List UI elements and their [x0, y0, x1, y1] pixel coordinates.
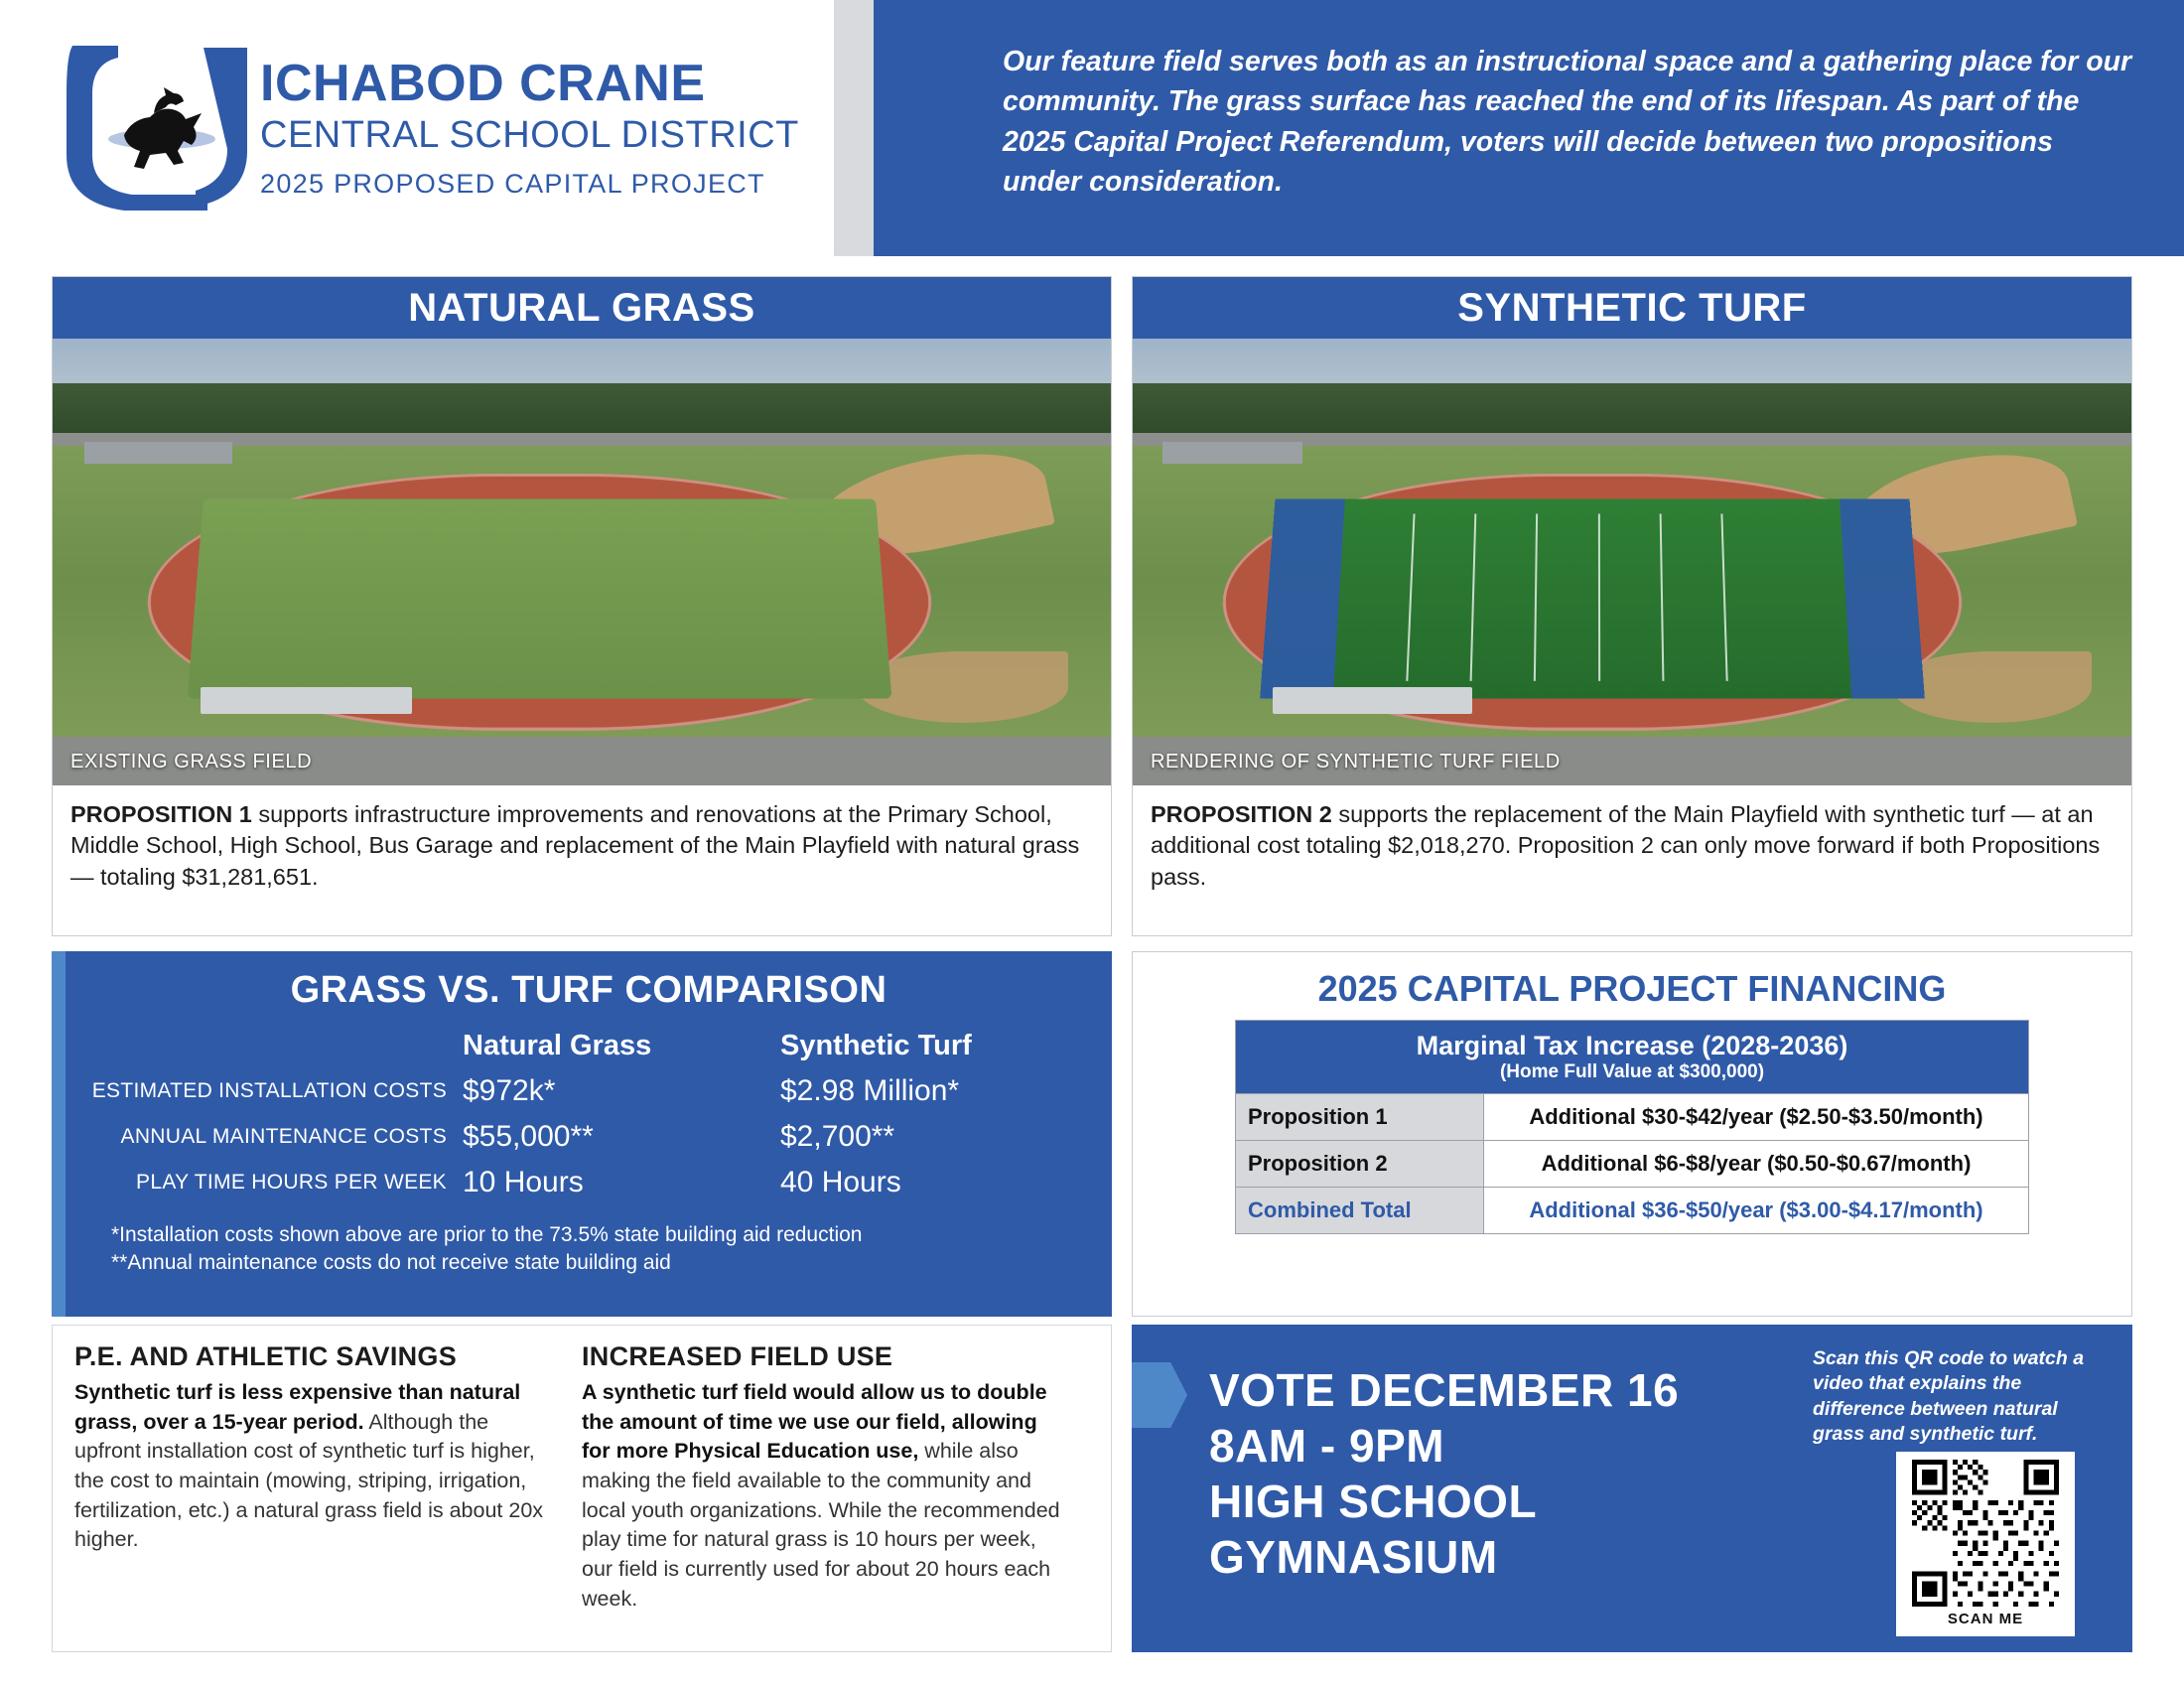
comparison-header-row: [66, 1026, 1112, 1068]
horse-rider-logo-icon: [55, 28, 263, 226]
proposition-2-body: supports the replacement of the Main Playfield with synthetic turf — at an additional cost totaling $2,018,270. Proposition 2 can only move forward if both Propositions pass.: [1151, 801, 2101, 890]
financing-value-combined: Additional $36-$50/year ($3.00-$4.17/month): [1484, 1188, 2029, 1234]
financing-row: [1236, 1094, 2029, 1141]
savings-text-bold: Synthetic turf is less expensive than natural grass, over a 15-year period.: [74, 1380, 521, 1434]
natural-grass-photo-caption: EXISTING GRASS FIELD: [70, 751, 313, 773]
qr-code-block[interactable]: [1896, 1452, 2075, 1636]
comparison-panel: [52, 951, 1112, 1317]
financing-header-line2: (Home Full Value at $300,000): [1499, 1061, 1765, 1082]
savings-text-rest: Although the upfront installation cost of synthetic turf is higher, the cost to maintain (mowing, striping, irrigation, fertilization, etc.) a natural grass field is about 20x higher.: [74, 1409, 544, 1552]
proposition-1-label: PROPOSITION 1: [70, 801, 252, 827]
proposition-2-label: PROPOSITION 2: [1151, 801, 1332, 827]
row-grass-maintenance: $55,000**: [463, 1120, 594, 1153]
vote-hours: 8AM - 9PM: [1209, 1420, 1445, 1473]
vote-location-line1: HIGH SCHOOL: [1209, 1476, 1538, 1528]
district-logo: [55, 28, 263, 226]
comparison-footnote-1: *Installation costs shown above are prior to the 73.5% state building aid reduction: [111, 1223, 863, 1246]
comparison-table: [66, 1026, 1112, 1205]
vote-location-line2: GYMNASIUM: [1209, 1531, 1498, 1584]
field-use-text-bold: A synthetic turf field would allow us to double the amount of time we use our field, allowing for more Physical Education use,: [582, 1380, 1047, 1464]
comparison-corner-cell: [66, 1026, 463, 1068]
vote-details: [1209, 1362, 1679, 1585]
comparison-title: GRASS VS. TURF COMPARISON: [290, 969, 887, 1011]
natural-grass-title: NATURAL GRASS: [53, 277, 1111, 339]
savings-column: [74, 1341, 582, 1635]
row-turf-playtime: 40 Hours: [780, 1166, 901, 1198]
synthetic-turf-title: SYNTHETIC TURF: [1133, 277, 2131, 339]
financing-value-prop2: Additional $6-$8/year ($0.50-$0.67/month): [1484, 1141, 2029, 1188]
district-title-block: [260, 55, 799, 200]
proposition-2-text: [1133, 785, 2131, 903]
district-name: ICHABOD CRANE: [260, 55, 706, 112]
row-turf-maintenance: $2,700**: [780, 1120, 895, 1153]
comparison-footnotes: [66, 1205, 1112, 1278]
benefits-panel: [52, 1325, 1112, 1652]
financing-row: [1236, 1141, 2029, 1188]
financing-header-row: [1236, 1021, 2029, 1094]
financing-value-prop1: Additional $30-$42/year ($2.50-$3.50/month): [1484, 1094, 2029, 1141]
field-use-column: [582, 1341, 1089, 1635]
comparison-row: [66, 1160, 1112, 1205]
financing-label-prop2: Proposition 2: [1236, 1141, 1484, 1188]
synthetic-turf-photo-caption: RENDERING OF SYNTHETIC TURF FIELD: [1151, 751, 1561, 773]
field-use-text-rest: while also making the field available to the community and local youth organizations. While the recommended play time for natural grass is 10 hours per week, our field is currently used for about 20 hours each week.: [582, 1439, 1060, 1611]
proposition-1-text: [53, 785, 1111, 903]
financing-header-line1: Marginal Tax Increase (2028-2036): [1416, 1031, 1848, 1060]
header-intro-text: Our feature field serves both as an instructional space and a gathering place for our community. The grass surface has reached the end of its lifespan. As part of the 2025 Capital Project Referendum, voters will decide between two propositions under consideration.: [1003, 46, 2132, 199]
header: [0, 0, 2184, 256]
row-grass-playtime: 10 Hours: [463, 1166, 584, 1198]
comparison-col-natural-grass: Natural Grass: [463, 1030, 652, 1061]
comparison-row: [66, 1068, 1112, 1114]
district-project-line: 2025 PROPOSED CAPITAL PROJECT: [260, 168, 765, 199]
field-use-title: INCREASED FIELD USE: [582, 1341, 893, 1371]
row-label-install: ESTIMATED INSTALLATION COSTS: [91, 1079, 447, 1102]
field-use-text: [582, 1378, 1067, 1614]
comparison-row: [66, 1114, 1112, 1160]
proposition-1-body: supports infrastructure improvements and renovations at the Primary School, Middle School, High School, Bus Garage and replacement of the Main Playfield with natural grass — totaling $31,281,651.: [70, 801, 1080, 890]
comparison-footnote-2: **Annual maintenance costs do not receive state building aid: [111, 1251, 671, 1275]
savings-text: [74, 1378, 560, 1555]
financing-title: 2025 CAPITAL PROJECT FINANCING: [1317, 968, 1947, 1009]
financing-label-prop1: Proposition 1: [1236, 1094, 1484, 1141]
financing-label-combined: Combined Total: [1236, 1188, 1484, 1234]
natural-grass-panel: [52, 276, 1112, 936]
qr-code-icon[interactable]: [1906, 1460, 2065, 1607]
row-grass-install: $972k*: [463, 1074, 556, 1107]
financing-panel: [1132, 951, 2132, 1317]
vote-date: VOTE DECEMBER 16: [1209, 1364, 1680, 1416]
synthetic-turf-panel: [1132, 276, 2132, 936]
natural-grass-photo: [53, 339, 1111, 785]
comparison-col-synthetic-turf: Synthetic Turf: [780, 1030, 972, 1061]
savings-title: P.E. AND ATHLETIC SAVINGS: [74, 1341, 458, 1371]
financing-header-cell: [1236, 1021, 2029, 1094]
row-turf-install: $2.98 Million*: [780, 1074, 960, 1107]
financing-row-total: [1236, 1188, 2029, 1234]
row-label-maintenance: ANNUAL MAINTENANCE COSTS: [120, 1125, 447, 1148]
arrow-icon: [1132, 1362, 1187, 1428]
district-subtitle: CENTRAL SCHOOL DISTRICT: [260, 114, 799, 156]
qr-caption: SCAN ME: [1947, 1611, 2024, 1627]
vote-panel: [1132, 1325, 2132, 1652]
qr-instructions: Scan this QR code to watch a video that explains the difference between natural grass and synthetic turf.: [1813, 1347, 2085, 1446]
synthetic-turf-photo: [1133, 339, 2131, 785]
financing-table: [1235, 1020, 2029, 1234]
row-label-playtime: PLAY TIME HOURS PER WEEK: [136, 1171, 447, 1194]
